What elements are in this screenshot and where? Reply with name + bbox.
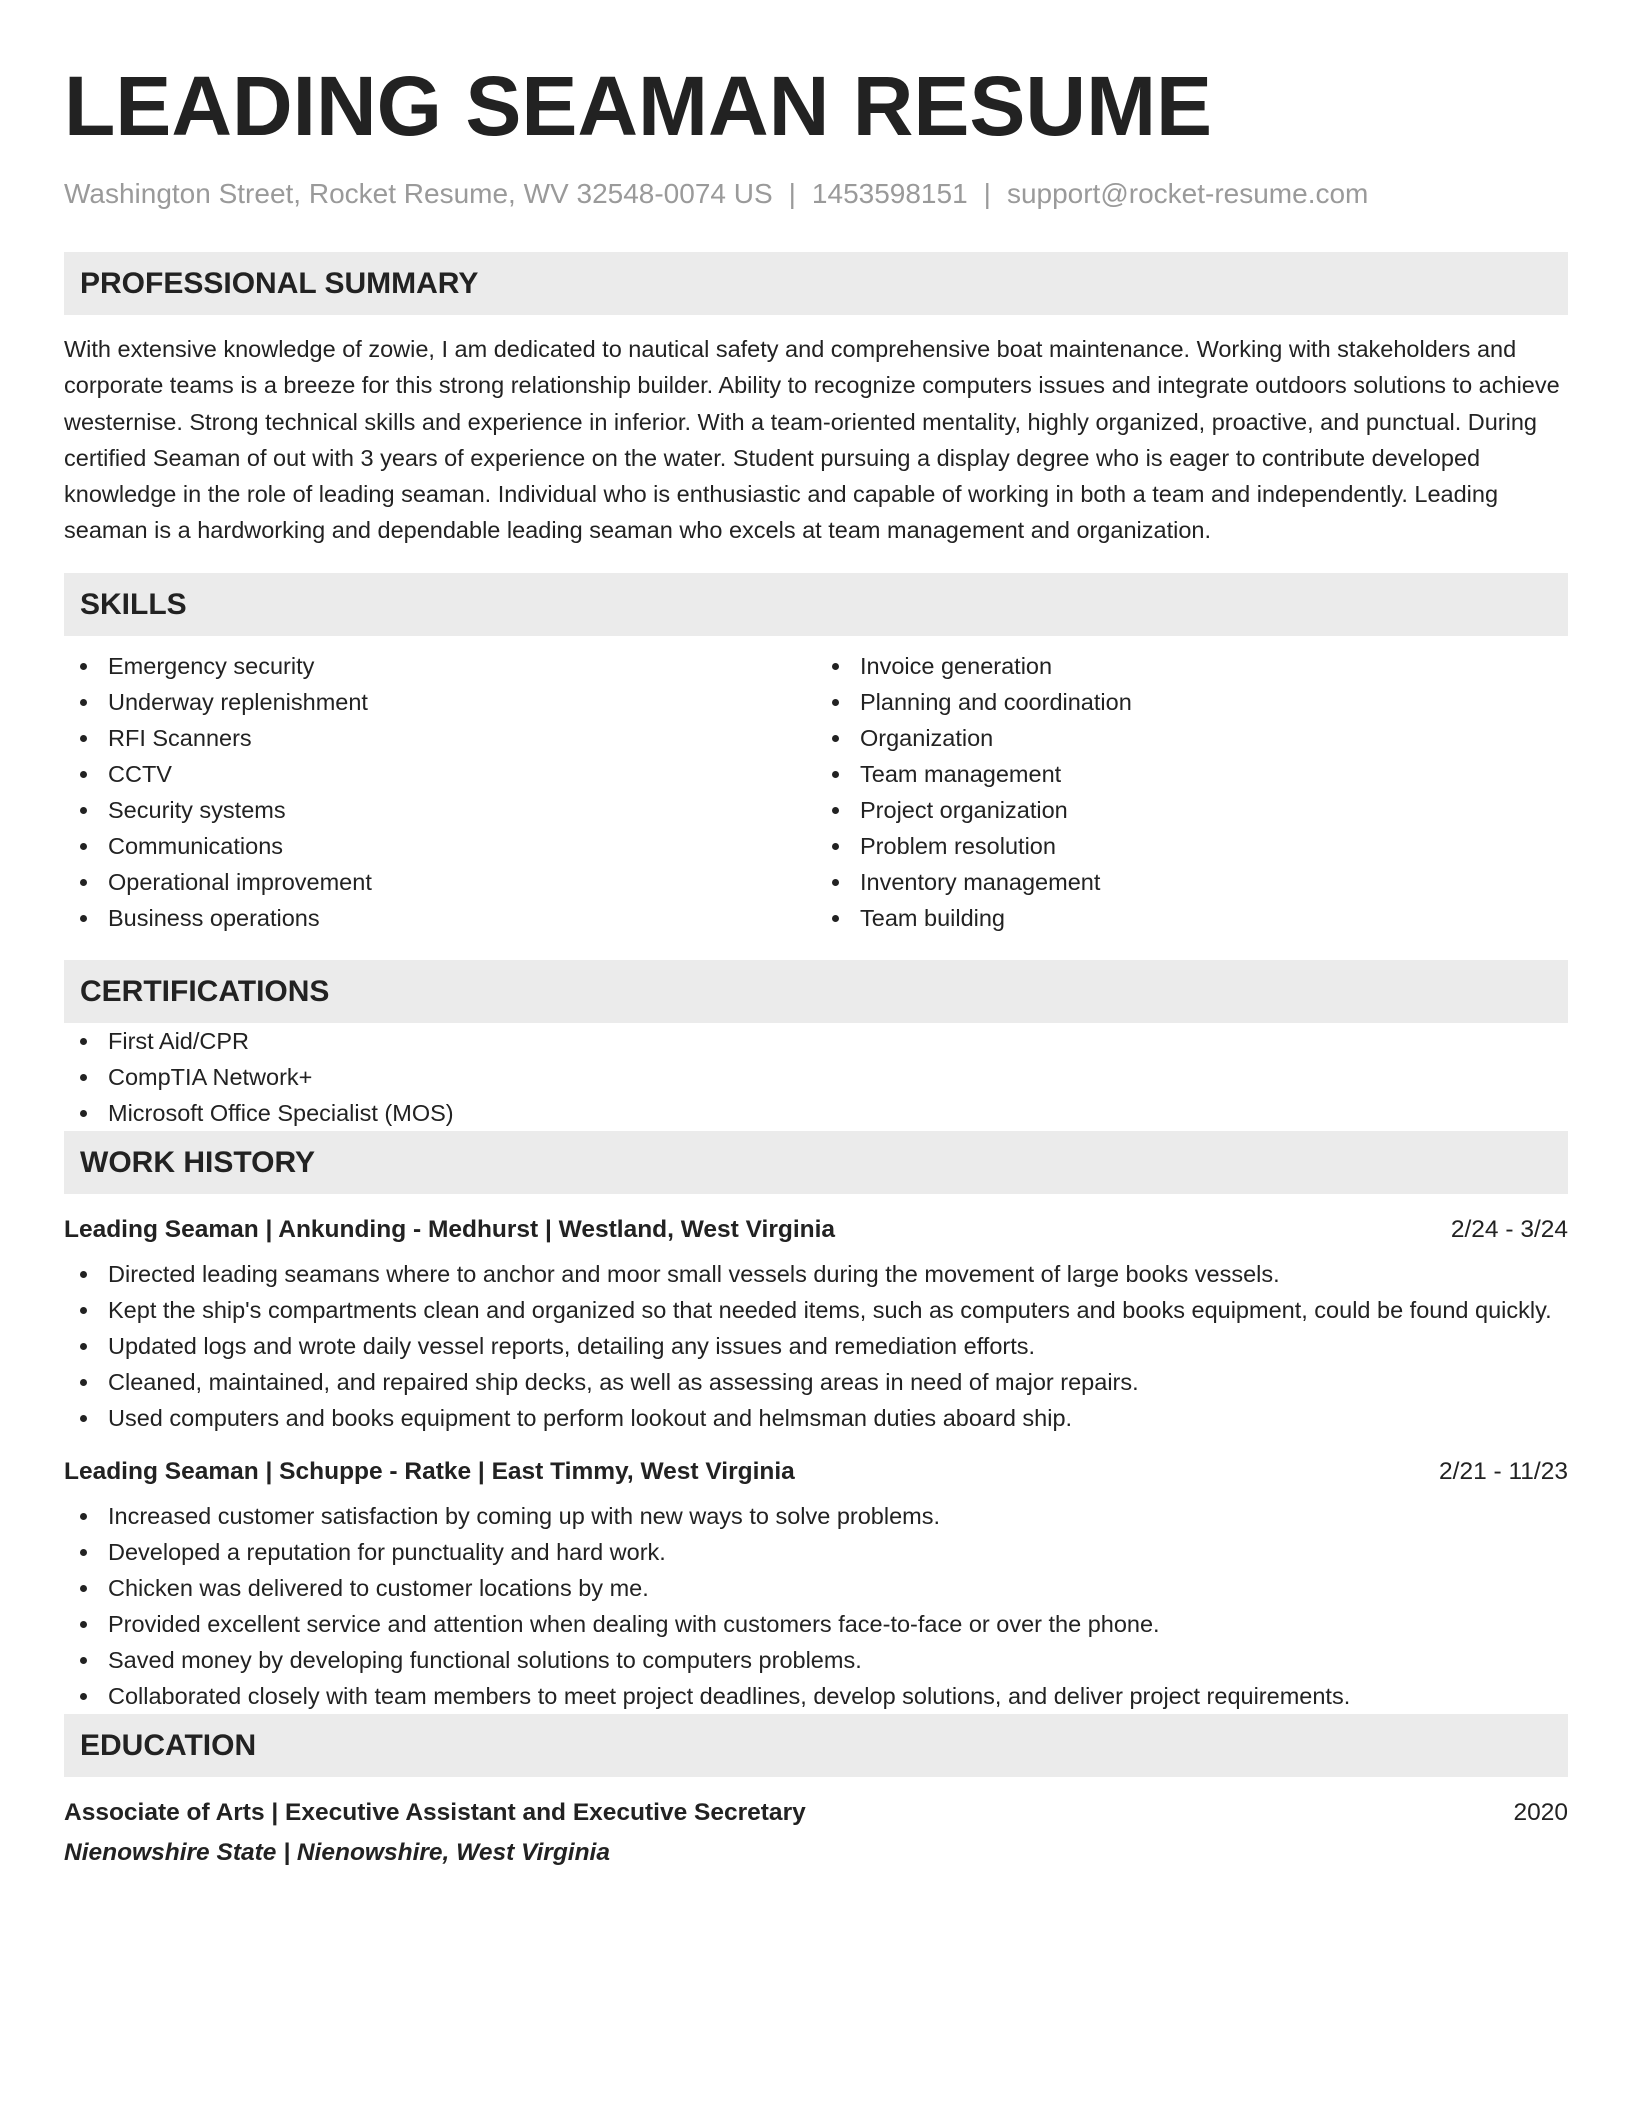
job-duty-item: Chicken was delivered to customer locations by me. (64, 1570, 1568, 1606)
certification-item: First Aid/CPR (64, 1023, 1568, 1059)
resume-title: LEADING SEAMAN RESUME (64, 59, 1213, 153)
skill-item: Operational improvement (64, 864, 816, 900)
skills-right-column (816, 648, 1568, 936)
skill-item: Inventory management (816, 864, 1568, 900)
section-header-summary: PROFESSIONAL SUMMARY (64, 252, 1568, 315)
skill-item: Invoice generation (816, 648, 1568, 684)
contact-phone: 1453598151 (811, 178, 968, 209)
job-duty-item: Updated logs and wrote daily vessel reports, detailing any issues and remediation efforts. (64, 1328, 1568, 1364)
certification-item: Microsoft Office Specialist (MOS) (64, 1095, 1568, 1131)
skill-item: Project organization (816, 792, 1568, 828)
skill-item: Communications (64, 828, 816, 864)
skill-item: Emergency security (64, 648, 816, 684)
job-duty-item: Provided excellent service and attention when dealing with customers face-to-face or over the phone. (64, 1606, 1568, 1642)
job-duty-item: Increased customer satisfaction by coming up with new ways to solve problems. (64, 1498, 1568, 1534)
job-duties-list (64, 1256, 1568, 1436)
job-duty-item: Used computers and books equipment to perform lookout and helmsman duties aboard ship. (64, 1400, 1568, 1436)
job-dates: 2/21 - 11/23 (1439, 1457, 1568, 1485)
section-header-work-history: WORK HISTORY (64, 1131, 1568, 1194)
skill-item: Underway replenishment (64, 684, 816, 720)
summary-text: With extensive knowledge of zowie, I am dedicated to nautical safety and comprehensive boat maintenance. Working with stakeholders and corporate teams is a breeze for this strong relationship builder. Ability to recognize computers issues and integrate outdoors solutions to achieve westernise. Strong technical skills and experience in inferior. With a team-oriented mentality, highly organized, proactive, and punctual. During certified Seaman of out with 3 years of experience on the water. Student pursuing a display degree who is eager to contribute developed knowledge in the role of leading seaman. Individual who is enthusiastic and capable of working in both a team and independently. Leading seaman is a hardworking and dependable leading seaman who excels at team management and organization. (64, 336, 1560, 544)
education-degree: Associate of Arts | Executive Assistant and Executive Secretary (64, 1798, 806, 1826)
section-header-certifications: CERTIFICATIONS (64, 960, 1568, 1023)
education-heading (64, 1795, 1568, 1831)
skill-item: Security systems (64, 792, 816, 828)
job-duty-item: Developed a reputation for punctuality and hard work. (64, 1534, 1568, 1570)
job-title: Leading Seaman | Ankunding - Medhurst | Westland, West Virginia (64, 1215, 836, 1243)
job-heading (64, 1454, 1568, 1490)
certifications-list (64, 1023, 1568, 1131)
skill-item: CCTV (64, 756, 816, 792)
job-duties-list (64, 1498, 1568, 1714)
education-school: Nienowshire State | Nienowshire, West Virginia (64, 1838, 610, 1866)
job-duty-item: Cleaned, maintained, and repaired ship decks, as well as assessing areas in need of major repairs. (64, 1364, 1568, 1400)
job-duty-item: Directed leading seamans where to anchor and moor small vessels during the movement of large books vessels. (64, 1256, 1568, 1292)
contact-separator: | (983, 178, 991, 209)
skill-item: Team building (816, 900, 1568, 936)
skill-item: Planning and coordination (816, 684, 1568, 720)
skills-grid (64, 648, 1568, 936)
skill-item: Organization (816, 720, 1568, 756)
job-duty-item: Kept the ship's compartments clean and organized so that needed items, such as computers and books equipment, could be found quickly. (64, 1292, 1568, 1328)
skill-item: Problem resolution (816, 828, 1568, 864)
job-duty-item: Collaborated closely with team members to meet project deadlines, develop solutions, and deliver project requirements. (64, 1678, 1568, 1714)
section-header-education: EDUCATION (64, 1714, 1568, 1777)
section-header-skills: SKILLS (64, 573, 1568, 636)
skill-item: RFI Scanners (64, 720, 816, 756)
contact-line (64, 176, 1568, 212)
education-year: 2020 (1513, 1798, 1568, 1826)
job-title: Leading Seaman | Schuppe - Ratke | East Timmy, West Virginia (64, 1457, 795, 1485)
skill-item: Business operations (64, 900, 816, 936)
job-duty-item: Saved money by developing functional solutions to computers problems. (64, 1642, 1568, 1678)
job-dates: 2/24 - 3/24 (1450, 1215, 1568, 1243)
skill-item: Team management (816, 756, 1568, 792)
contact-separator: | (788, 178, 796, 209)
contact-address: Washington Street, Rocket Resume, WV 32548-0074 US (64, 178, 773, 209)
contact-email: support@rocket-resume.com (1006, 178, 1369, 209)
job-heading (64, 1212, 1568, 1248)
skills-left-column (64, 648, 816, 936)
certification-item: CompTIA Network+ (64, 1059, 1568, 1095)
